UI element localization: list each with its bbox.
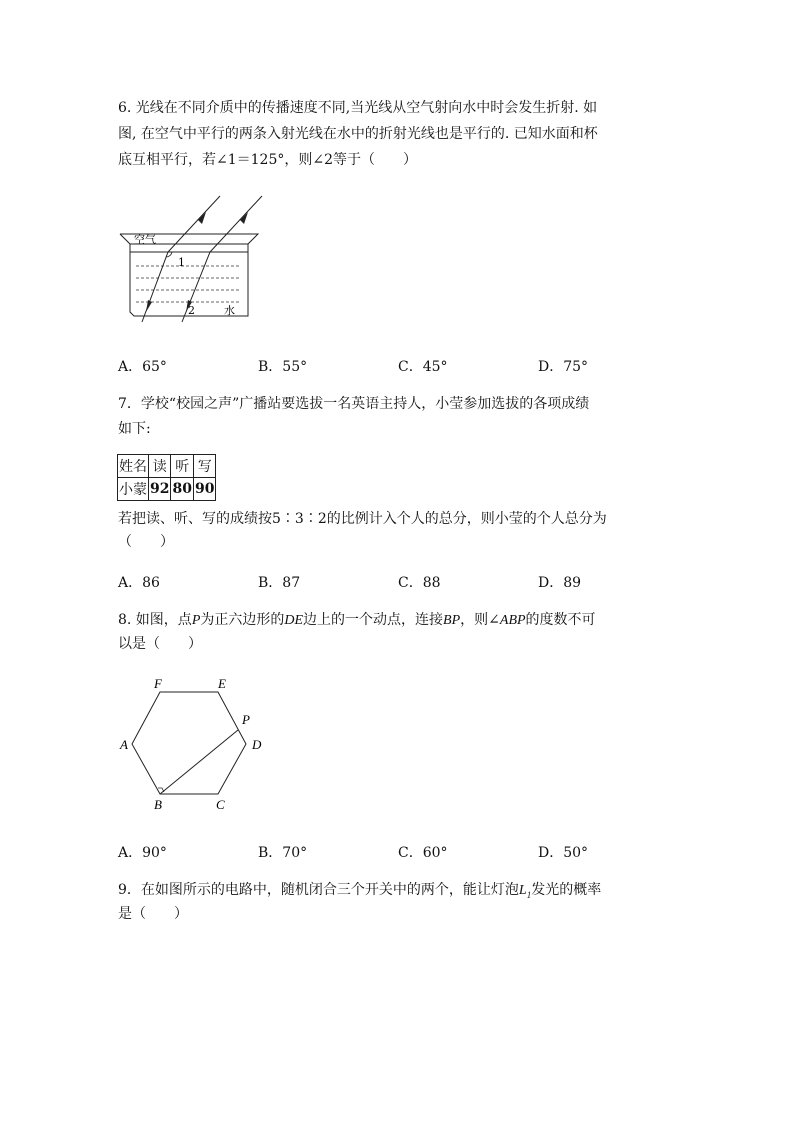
- q6-option-d[interactable]: D．75°: [538, 359, 589, 375]
- header-listen: 听: [171, 455, 193, 478]
- water-label: 水: [224, 304, 235, 317]
- air-label: 空气: [134, 233, 156, 246]
- q6-stem-line1: 6. 光线在不同介质中的传播速度不同,当光线从空气射向水中时会发生折射. 如: [118, 100, 598, 116]
- var-abp: ABP: [499, 613, 526, 628]
- label-f: F: [154, 676, 162, 691]
- header-read: 读: [149, 455, 171, 478]
- segment-bp: [160, 730, 238, 794]
- var-bp: BP: [443, 613, 461, 628]
- hexagon: [132, 692, 246, 794]
- q8-stem-line1: 8. 如图，点P为正六边形的DE边上的一个动点，连接BP，则∠ABP的度数不可: [118, 612, 596, 628]
- q6-option-a[interactable]: A．65°: [118, 359, 167, 375]
- q6-refraction-figure: [112, 190, 272, 330]
- q7-score-table: [117, 454, 216, 501]
- var-l1: $L_1$: [518, 883, 532, 900]
- q7-option-d[interactable]: D．89: [538, 575, 582, 591]
- q8-option-a[interactable]: A．90°: [118, 845, 167, 861]
- q6-stem-line2: 图, 在空气中平行的两条入射光线在水中的折射光线也是平行的. 已知水面和杯: [118, 126, 598, 142]
- var-p: P: [191, 613, 201, 628]
- q7-option-c[interactable]: C．88: [398, 575, 441, 591]
- q7-stem-line1: 7．学校“校园之声”广播站要选拔一名英语主持人，小莹参加选拔的各项成绩: [118, 396, 590, 412]
- table-row: [118, 478, 216, 501]
- angle1-label: 1: [178, 256, 185, 269]
- light-rays: [142, 196, 262, 322]
- angle2-label: 2: [188, 304, 195, 317]
- q7-option-b[interactable]: B．87: [258, 575, 301, 591]
- cell-listen: 80: [171, 478, 193, 501]
- q8-option-b[interactable]: B．70°: [258, 845, 308, 861]
- cell-write: 90: [193, 478, 215, 501]
- q8-stem-line2: 以是（ ）: [118, 636, 202, 652]
- q8-hexagon-figure: [112, 670, 282, 820]
- q7-stem-line2: 如下:: [118, 421, 151, 437]
- header-name: 姓名: [118, 455, 149, 478]
- label-c: C: [216, 797, 225, 812]
- q8-option-d[interactable]: D．50°: [538, 845, 589, 861]
- cell-name: 小蒙: [118, 478, 149, 501]
- label-e: E: [218, 676, 226, 691]
- q9-stem-line2: 是（ ）: [118, 906, 188, 922]
- var-de: DE: [284, 613, 304, 628]
- table-header-row: [118, 455, 216, 478]
- q6-option-c[interactable]: C．45°: [398, 359, 448, 375]
- q6-option-b[interactable]: B．55°: [258, 359, 308, 375]
- q9-stem-line1: 9．在如图所示的电路中，随机闭合三个开关中的两个，能让灯泡$L_1$发光的概率: [118, 882, 602, 900]
- q6-stem-line3: 底互相平行，若∠1＝125°，则∠2等于（ ）: [118, 152, 417, 168]
- label-a: A: [120, 737, 128, 752]
- q8-option-c[interactable]: C．60°: [398, 845, 448, 861]
- cell-read: 92: [149, 478, 171, 501]
- q7-stem-line4: （ ）: [118, 534, 174, 550]
- label-d: D: [252, 737, 262, 752]
- q7-stem-line3: 若把读、听、写的成绩按5∶3∶2的比例计入个人的总分，则小莹的个人总分为: [118, 511, 607, 527]
- q7-option-a[interactable]: A．86: [118, 575, 160, 591]
- label-b: B: [154, 797, 162, 812]
- header-write: 写: [193, 455, 215, 478]
- label-p: P: [242, 712, 250, 727]
